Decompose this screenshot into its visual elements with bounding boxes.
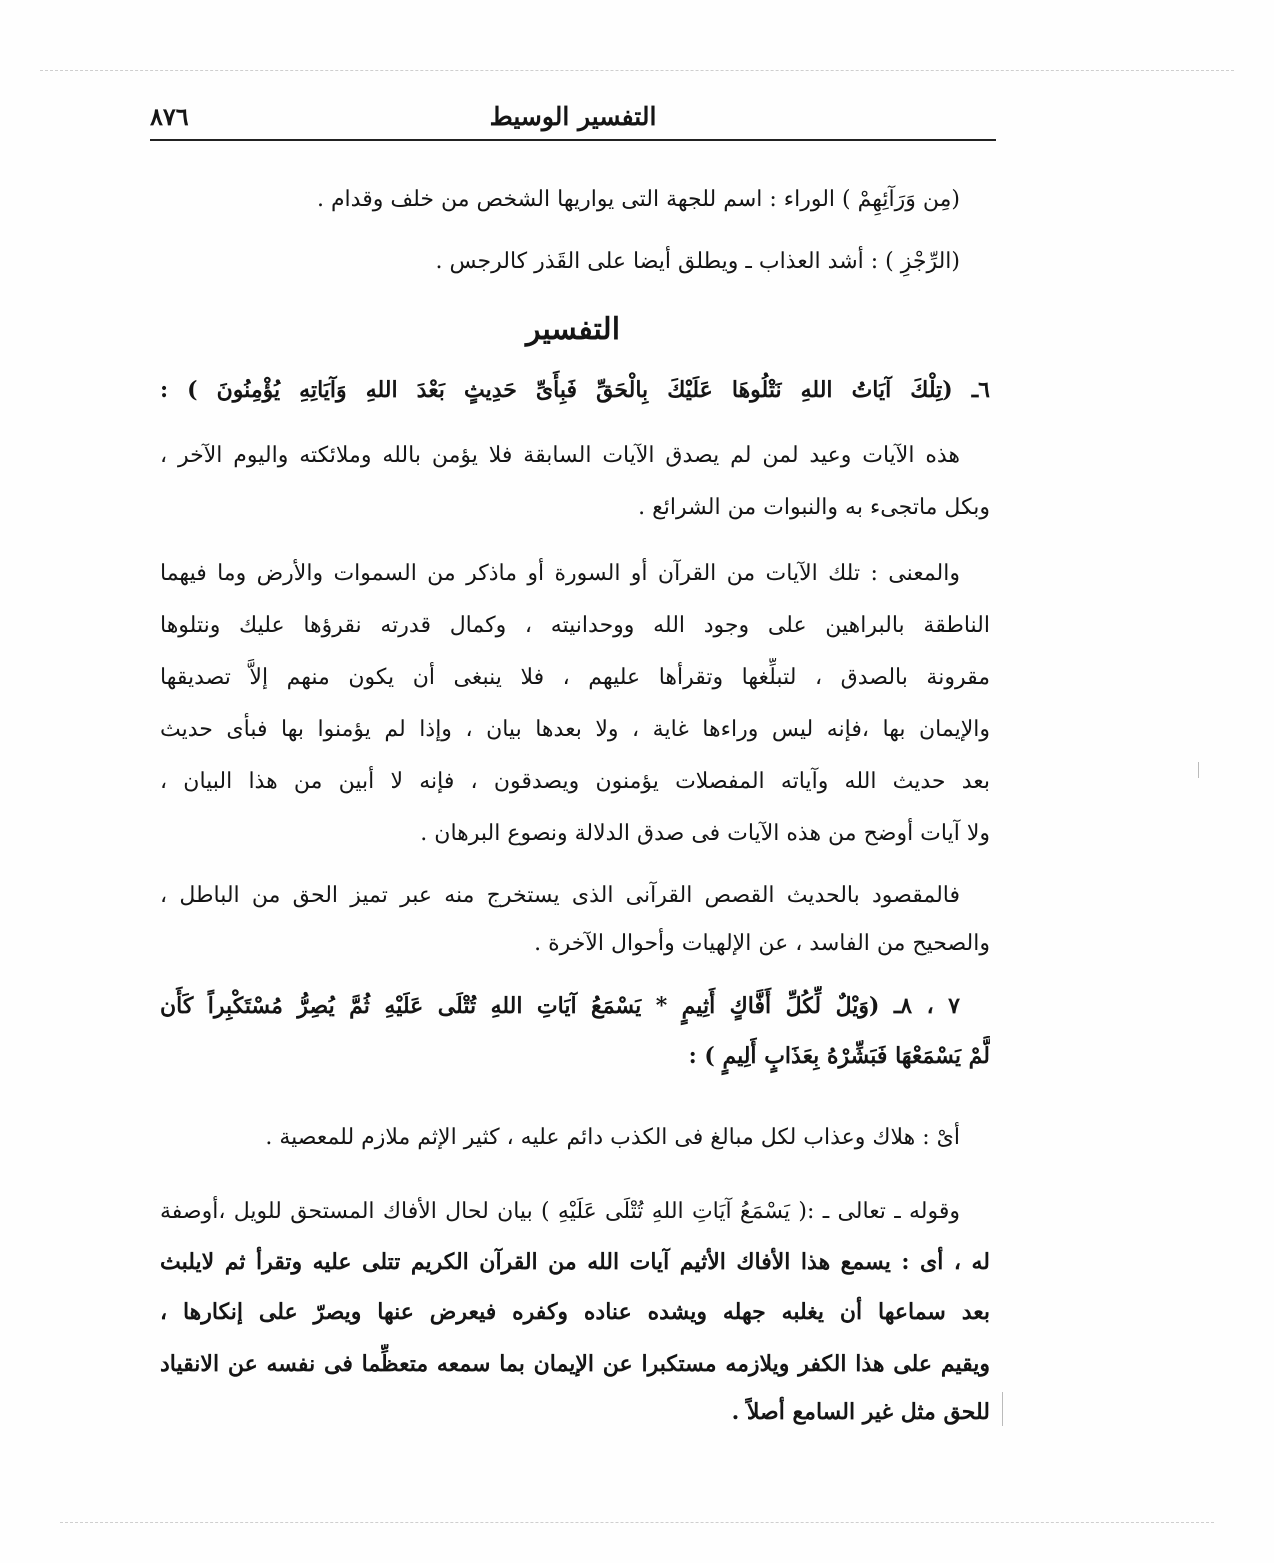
glossary-entry: (مِن وَرَآئِهِمْ ) الوراء : اسم للجهة التى يواريها الشخص من خلف وقدام . xyxy=(316,187,960,212)
scan-edge-bottom xyxy=(60,1522,1214,1523)
header-rule xyxy=(150,139,996,141)
paragraph-line: هذه الآيات وعيد لمن لم يصدق الآيات السابقة فلا يؤمن بالله وملائكته واليوم الآخر ، xyxy=(160,443,960,468)
margin-mark xyxy=(1198,762,1199,778)
paragraph-line: بعد حديث الله وآياته المفصلات يؤمنون ويصدقون ، فإنه لا أبين من هذا البيان ، xyxy=(160,769,990,794)
paragraph-line: والمعنى : تلك الآيات من القرآن أو السورة أو ماذكر من السموات والأرض وما فيهما xyxy=(160,561,960,586)
paragraph-line: وبكل ماتجىء به والنبوات من الشرائع . xyxy=(638,495,990,520)
paragraph-line: وقوله ـ تعالى ـ :( يَسْمَعُ آيَاتِ اللهِ تُتْلَى عَلَيْهِ ) بيان لحال الأفاك المستحق للويل ،أوصفة xyxy=(160,1199,960,1224)
paragraph-line: بعد سماعها أن يغلبه جهله ويشده عناده وكفره فيعرض عنها ويصرّ على إنكارها ، xyxy=(160,1299,990,1325)
paragraph-line: له ، أى : يسمع هذا الأفاك الأثيم آيات الله من القرآن الكريم تتلى عليه وتقرأ ثم لايلبث xyxy=(160,1249,990,1275)
margin-mark xyxy=(1002,1392,1003,1426)
paragraph-line: فالمقصود بالحديث القصص القرآنى الذى يستخرج منه عبر تميز الحق من الباطل ، xyxy=(160,883,960,908)
section-heading: التفسير xyxy=(525,312,621,347)
scan-edge-top xyxy=(40,70,1234,71)
verse-line: ٧ ، ٨ـ (وَيْلٌ لِّكُلِّ أَفَّاكٍ أَثِيمٍ * يَسْمَعُ آيَاتِ اللهِ تُتْلَى عَلَيْهِ ثُمَّ يُصِرُّ مُسْتَكْبِراً كَأَن xyxy=(160,993,960,1019)
running-title: التفسير الوسيط xyxy=(489,101,657,131)
paragraph-line: للحق مثل غير السامع أصلاً . xyxy=(731,1399,990,1425)
paragraph-line: ولا آيات أوضح من هذه الآيات فى صدق الدلالة ونصوع البرهان . xyxy=(420,821,990,846)
running-head xyxy=(150,96,996,136)
paragraph-line: مقرونة بالصدق ، لتبلِّغها وتقرأها عليهم ، فلا ينبغى أن يكون منهم إلاَّ تصديقها xyxy=(160,665,990,690)
glossary-entry: (الرِّجْزِ ) : أشد العذاب ـ ويطلق أيضا على القَذر كالرجس . xyxy=(435,249,960,274)
paragraph-line: ويقيم على هذا الكفر ويلازمه مستكبرا عن الإيمان بما سمعه متعظِّما فى نفسه عن الانقياد xyxy=(160,1351,990,1377)
paragraph-line: أىْ : هلاك وعذاب لكل مبالغ فى الكذب دائم عليه ، كثير الإثم ملازم للمعصية . xyxy=(265,1125,960,1150)
page-number: ٨٧٦ xyxy=(150,101,189,131)
paragraph-line: والإيمان بها ،فإنه ليس وراءها غاية ، ولا بعدها بيان ، وإذا لم يؤمنوا بها فبأى حديث xyxy=(160,717,990,742)
paragraph-line: الناطقة بالبراهين على وجود الله ووحدانيته ، وكمال قدرته نقرؤها عليك ونتلوها xyxy=(160,613,990,638)
verse-line: لَّمْ يَسْمَعْهَا فَبَشِّرْهُ بِعَذَابٍ أَلِيمٍ ) : xyxy=(688,1043,990,1069)
verse-6: ٦ـ (تِلْكَ آيَاتُ اللهِ نَتْلُوهَا عَلَيْكَ بِالْحَقِّ فَبِأَىِّ حَدِيثٍ بَعْدَ اللهِ وَآيَاتِهِ يُؤْمِنُونَ ) : xyxy=(160,377,990,403)
paragraph-line: والصحيح من الفاسد ، عن الإلهيات وأحوال الآخرة . xyxy=(534,931,990,956)
